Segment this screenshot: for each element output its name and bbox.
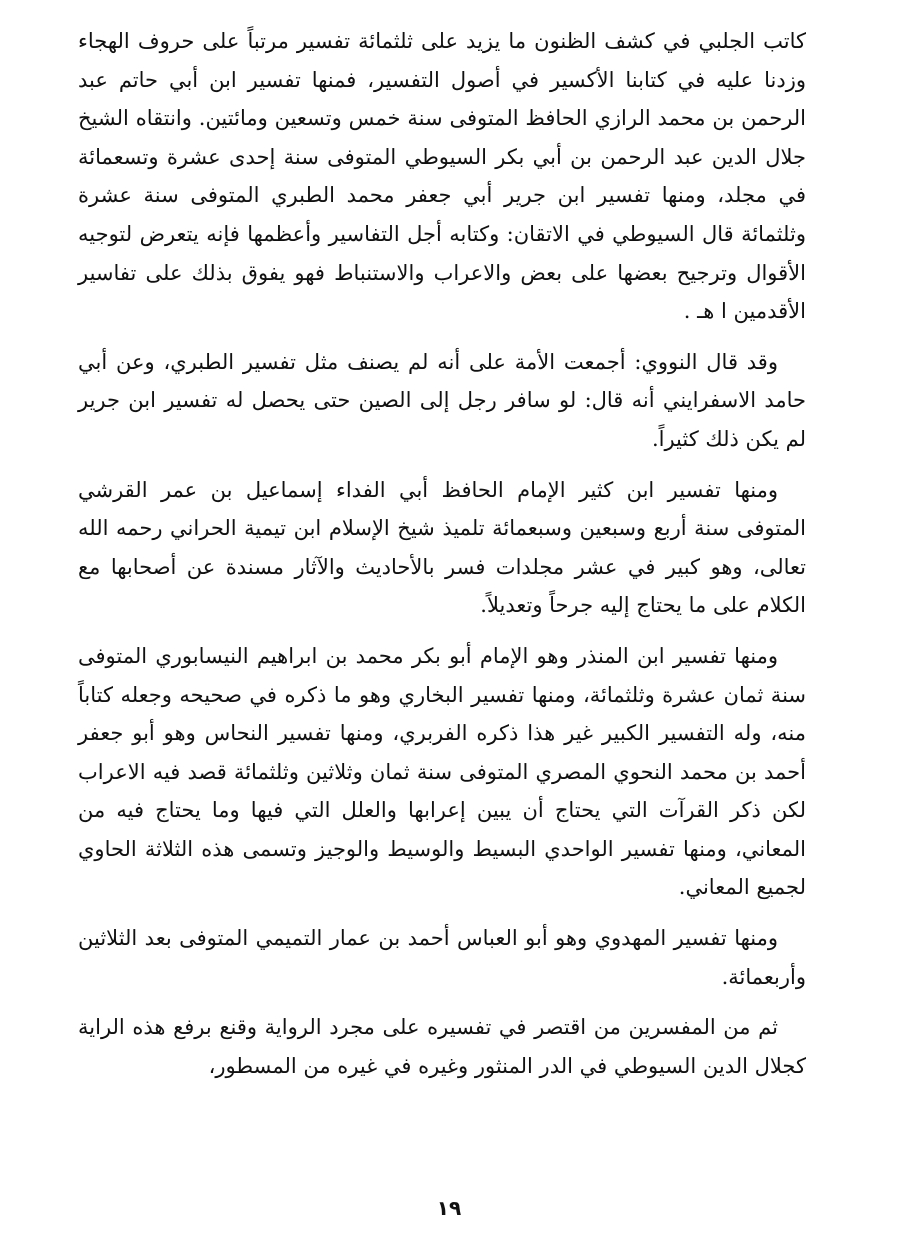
paragraph-5: ومنها تفسير المهدوي وهو أبو العباس أحمد بن عمار التميمي المتوفى بعد الثلاثين وأربعمائة. [78,926,806,989]
page-body [78,22,806,1097]
paragraph-3: ومنها تفسير ابن كثير الإمام الحافظ أبي الفداء إسماعيل بن عمر القرشي المتوفى سنة أربع وسبعين وسبعمائة تلميذ شيخ الإسلام ابن تيمية الحراني رحمه الله تعالى، وهو كبير في عشر مجلدات فسر بالأحاديث والآثار مسندة عن أصحابها مع الكلام على ما يحتاج إليه جرحاً وتعديلاً. [78,477,806,618]
paragraph-4: ومنها تفسير ابن المنذر وهو الإمام أبو بكر محمد بن ابراهيم النيسابوري المتوفى سنة ثمان عشرة وثلثمائة، ومنها تفسير البخاري وهو ما ذكره في صحيحه وجعله كتاباً منه، وله التفسير الكبير غير هذا ذكره الفربري، ومنها تفسير النحاس وهو أبو جعفر أحمد بن محمد النحوي المصري المتوفى سنة ثمان وثلاثين وثلثمائة قصد فيه الاعراب لكن ذكر القرآت التي يحتاج أن يبين إعرابها والعلل التي فيها وما يحتاج فيه من المعاني، ومنها تفسير الواحدي البسيط والوسيط والوجيز وتسمى هذه الثلاثة الحاوي لجميع المعاني. [78,643,806,900]
paragraph-1: كاتب الجلبي في كشف الظنون ما يزيد على ثلثمائة تفسير مرتباً على حروف الهجاء وزدنا عليه في كتابنا الأكسير في أصول التفسير، فمنها تفسير ابن أبي حاتم عبد الرحمن بن محمد الرازي الحافظ المتوفى سنة خمس وتسعين ومائتين. وانتقاه الشيخ جلال الدين عبد الرحمن بن أبي بكر السيوطي المتوفى سنة إحدى عشرة وتسعمائة في مجلد، ومنها تفسير ابن جرير أبي جعفر محمد الطبري المتوفى سنة عشرة وثلثمائة قال السيوطي في الاتقان: وكتابه أجل التفاسير وأعظمها فإنه يتعرض لتوجيه الأقوال وترجيح بعضها على بعض والاعراب والاستنباط فهو يفوق بذلك على تفاسير الأقدمين ا هـ . [78,29,806,324]
paragraph-6: ثم من المفسرين من اقتصر في تفسيره على مجرد الرواية وقنع برفع هذه الراية كجلال الدين السيوطي في الدر المنثور وغيره في غيره من المسطور، [78,1015,806,1078]
page-number: ١٩ [436,1196,462,1220]
paragraph-2: وقد قال النووي: أجمعت الأمة على أنه لم يصنف مثل تفسير الطبري، وعن أبي حامد الاسفرايني أنه قال: لو سافر رجل إلى الصين حتى يحصل له تفسير ابن جرير لم يكن ذلك كثيراً. [78,349,806,451]
